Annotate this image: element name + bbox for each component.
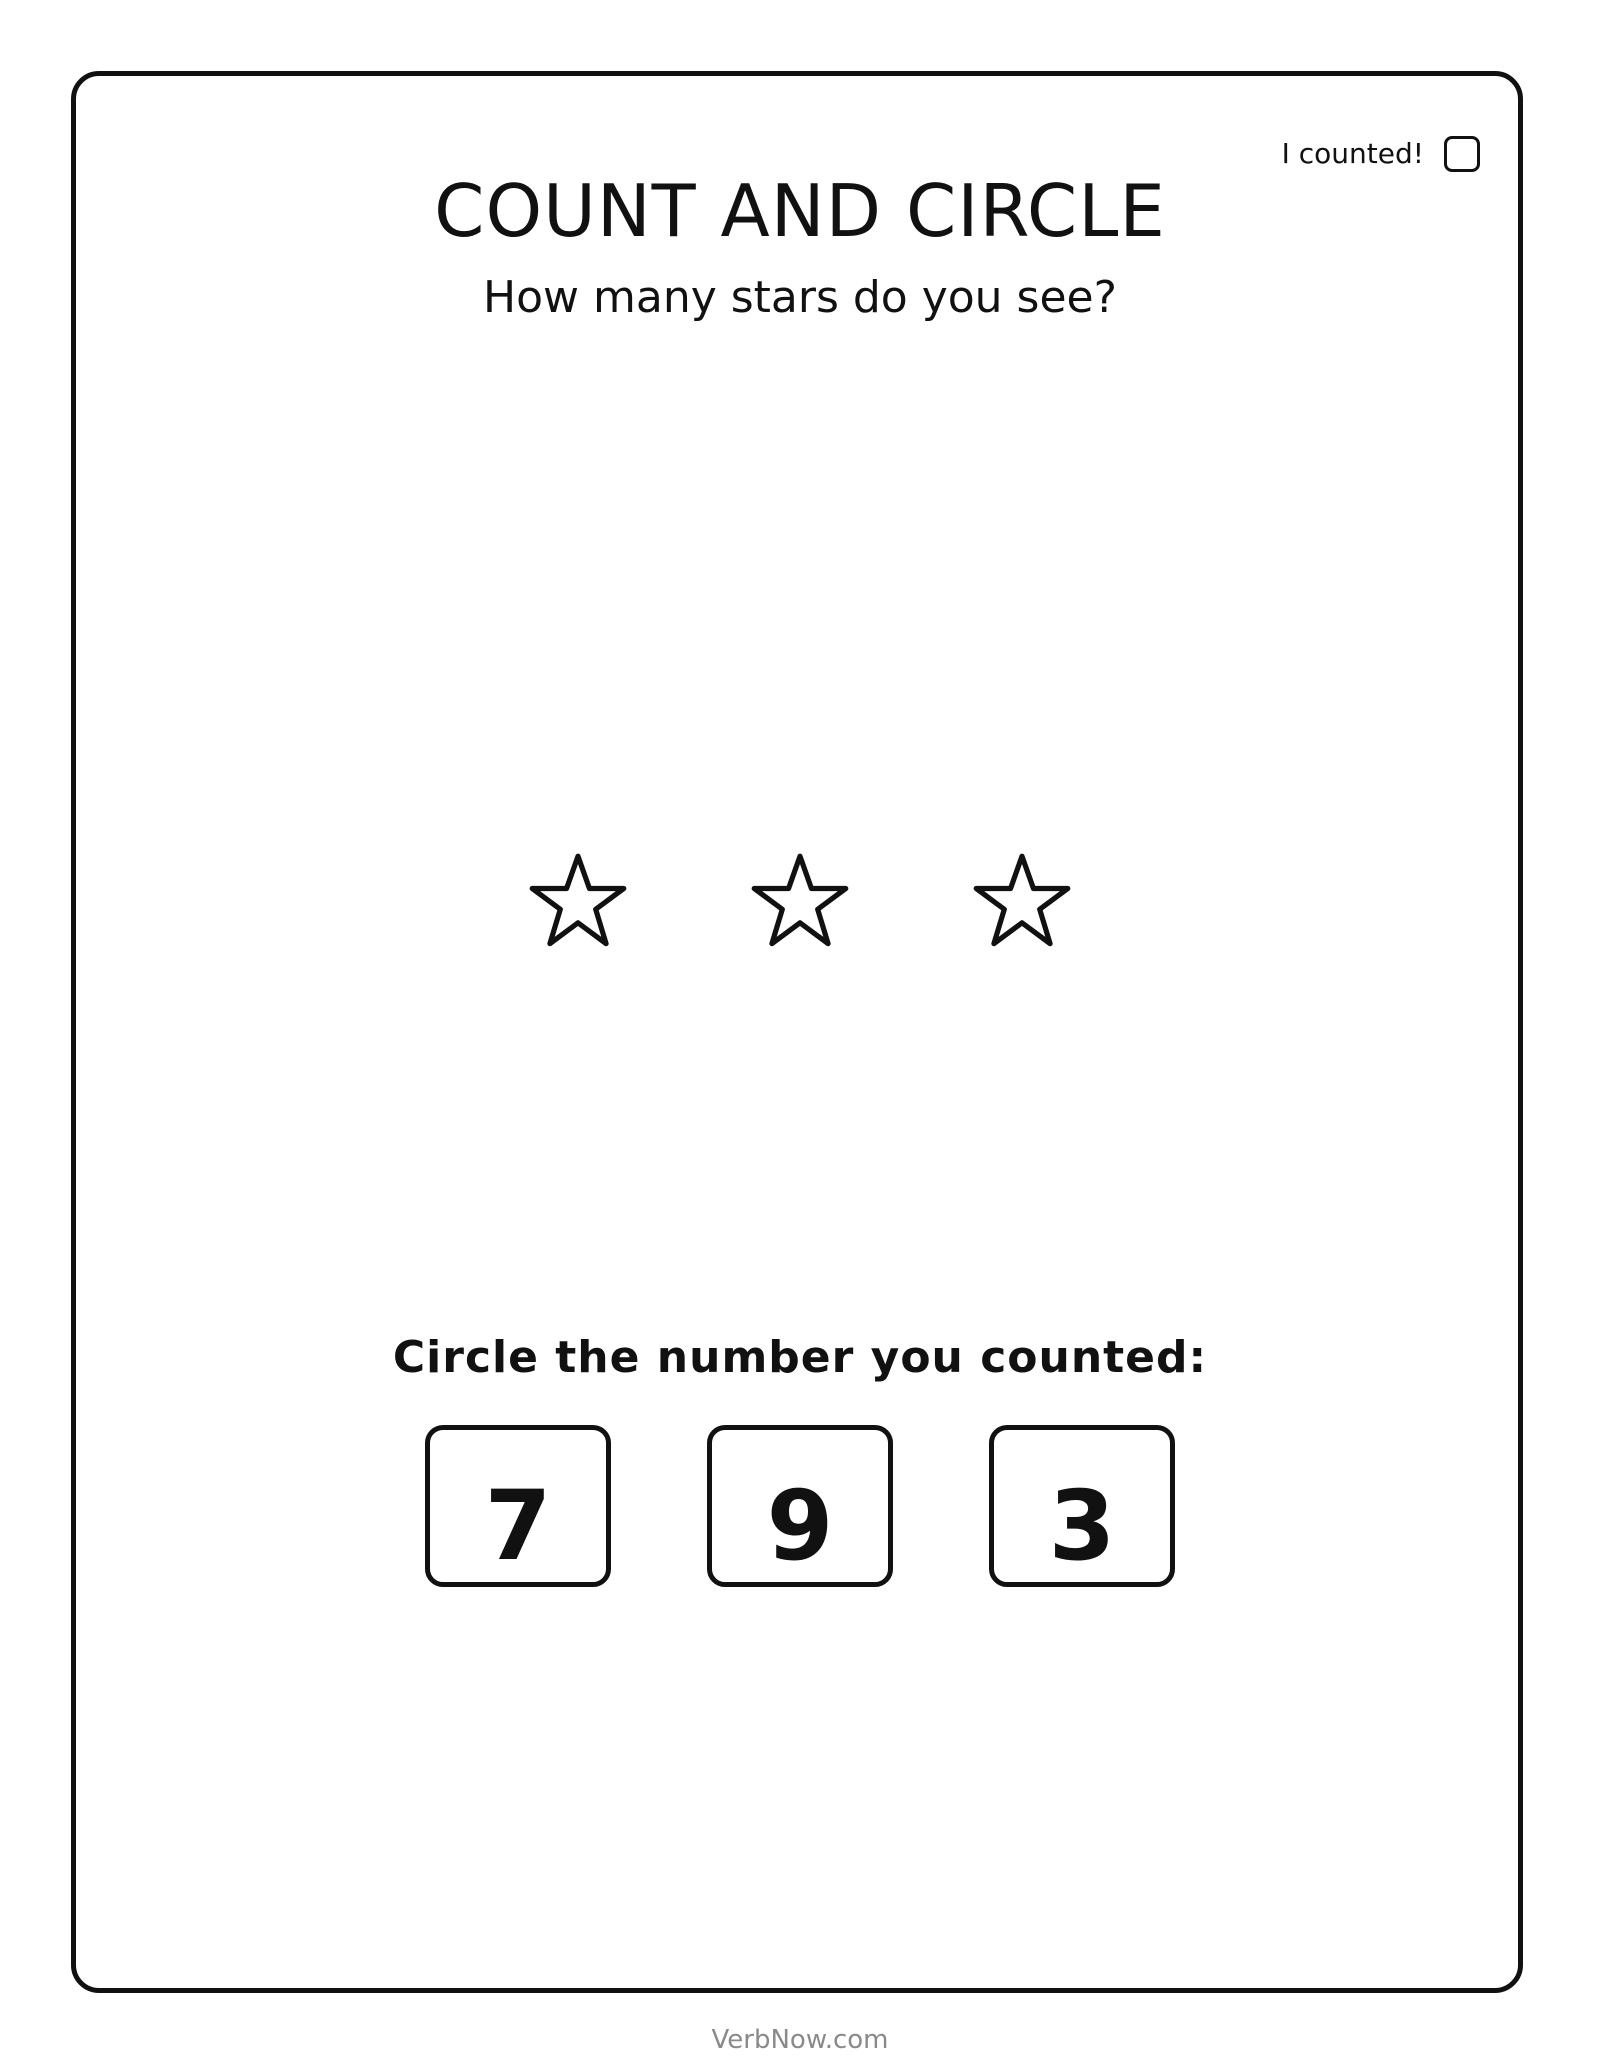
counted-checkbox-label: I counted! bbox=[1281, 137, 1424, 170]
worksheet-border bbox=[71, 71, 1523, 1993]
worksheet-title: COUNT AND CIRCLE bbox=[434, 169, 1166, 253]
counted-checkbox-row[interactable] bbox=[1282, 136, 1480, 172]
number-choice-9[interactable] bbox=[707, 1425, 893, 1587]
number-choices bbox=[0, 1425, 1600, 1587]
number-choice-3[interactable] bbox=[989, 1425, 1175, 1587]
number-choice-label: 9 bbox=[766, 1470, 834, 1582]
star-group bbox=[0, 850, 1600, 960]
star-icon bbox=[526, 850, 630, 954]
circle-prompt: Circle the number you counted: bbox=[392, 1332, 1208, 1383]
number-choice-label: 3 bbox=[1048, 1470, 1116, 1582]
counted-checkbox[interactable] bbox=[1444, 136, 1480, 172]
number-choice-label: 7 bbox=[484, 1470, 552, 1582]
footer-credit: VerbNow.com bbox=[711, 2025, 889, 2055]
worksheet-subtitle: How many stars do you see? bbox=[483, 272, 1117, 323]
number-choice-7[interactable] bbox=[425, 1425, 611, 1587]
star-icon bbox=[970, 850, 1074, 954]
star-icon bbox=[748, 850, 852, 954]
